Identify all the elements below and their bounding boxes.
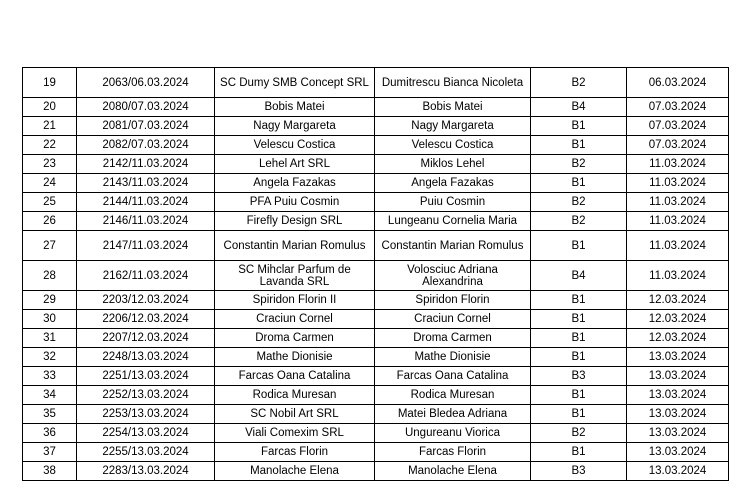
cell-applicant: Craciun Cornel [215, 310, 375, 329]
registry-table [22, 67, 729, 481]
cell-nr: 20 [23, 98, 77, 117]
cell-date: 13.03.2024 [627, 386, 729, 405]
cell-registration: 2255/13.03.2024 [77, 443, 215, 462]
cell-registration: 2162/11.03.2024 [77, 261, 215, 291]
cell-category: B2 [531, 193, 627, 212]
cell-registration: 2254/13.03.2024 [77, 424, 215, 443]
cell-nr: 32 [23, 348, 77, 367]
cell-nr: 31 [23, 329, 77, 348]
cell-representative: Miklos Lehel [375, 155, 531, 174]
cell-date: 13.03.2024 [627, 348, 729, 367]
cell-representative: Constantin Marian Romulus [375, 231, 531, 261]
cell-registration: 2147/11.03.2024 [77, 231, 215, 261]
table-row [23, 98, 729, 117]
cell-applicant: Bobis Matei [215, 98, 375, 117]
table-row [23, 68, 729, 98]
cell-representative: Craciun Cornel [375, 310, 531, 329]
table-row [23, 367, 729, 386]
cell-date: 13.03.2024 [627, 443, 729, 462]
cell-category: B1 [531, 117, 627, 136]
cell-date: 11.03.2024 [627, 212, 729, 231]
cell-category: B1 [531, 329, 627, 348]
cell-nr: 34 [23, 386, 77, 405]
table-row [23, 212, 729, 231]
cell-nr: 23 [23, 155, 77, 174]
table-row [23, 348, 729, 367]
cell-representative: Droma Carmen [375, 329, 531, 348]
cell-registration: 2203/12.03.2024 [77, 291, 215, 310]
cell-applicant: Farcas Oana Catalina [215, 367, 375, 386]
cell-nr: 22 [23, 136, 77, 155]
cell-category: B1 [531, 136, 627, 155]
cell-applicant: Velescu Costica [215, 136, 375, 155]
cell-applicant: Manolache Elena [215, 462, 375, 481]
cell-category: B1 [531, 348, 627, 367]
cell-category: B1 [531, 405, 627, 424]
cell-registration: 2142/11.03.2024 [77, 155, 215, 174]
registry-table-body [23, 68, 729, 481]
cell-representative: Ungureanu Viorica [375, 424, 531, 443]
cell-applicant: Droma Carmen [215, 329, 375, 348]
cell-date: 11.03.2024 [627, 155, 729, 174]
cell-date: 11.03.2024 [627, 261, 729, 291]
cell-nr: 30 [23, 310, 77, 329]
table-row [23, 291, 729, 310]
cell-nr: 19 [23, 68, 77, 98]
cell-date: 13.03.2024 [627, 367, 729, 386]
cell-applicant: PFA Puiu Cosmin [215, 193, 375, 212]
cell-category: B2 [531, 155, 627, 174]
cell-nr: 28 [23, 261, 77, 291]
cell-representative: Angela Fazakas [375, 174, 531, 193]
cell-representative: Bobis Matei [375, 98, 531, 117]
cell-representative: Farcas Oana Catalina [375, 367, 531, 386]
cell-applicant: Constantin Marian Romulus [215, 231, 375, 261]
cell-representative: Mathe Dionisie [375, 348, 531, 367]
table-row [23, 117, 729, 136]
cell-date: 12.03.2024 [627, 310, 729, 329]
cell-registration: 2251/13.03.2024 [77, 367, 215, 386]
cell-date: 07.03.2024 [627, 98, 729, 117]
cell-date: 13.03.2024 [627, 424, 729, 443]
cell-nr: 37 [23, 443, 77, 462]
cell-registration: 2063/06.03.2024 [77, 68, 215, 98]
cell-registration: 2146/11.03.2024 [77, 212, 215, 231]
cell-representative: Puiu Cosmin [375, 193, 531, 212]
table-row [23, 155, 729, 174]
cell-category: B1 [531, 386, 627, 405]
cell-date: 13.03.2024 [627, 405, 729, 424]
cell-date: 11.03.2024 [627, 174, 729, 193]
cell-date: 07.03.2024 [627, 136, 729, 155]
table-row [23, 386, 729, 405]
cell-registration: 2081/07.03.2024 [77, 117, 215, 136]
cell-category: B1 [531, 174, 627, 193]
cell-category: B3 [531, 462, 627, 481]
cell-date: 11.03.2024 [627, 193, 729, 212]
cell-date: 11.03.2024 [627, 231, 729, 261]
cell-registration: 2207/12.03.2024 [77, 329, 215, 348]
cell-registration: 2080/07.03.2024 [77, 98, 215, 117]
cell-nr: 24 [23, 174, 77, 193]
cell-category: B1 [531, 231, 627, 261]
cell-applicant: Spiridon Florin II [215, 291, 375, 310]
cell-applicant: Rodica Muresan [215, 386, 375, 405]
table-row [23, 136, 729, 155]
cell-nr: 27 [23, 231, 77, 261]
cell-registration: 2252/13.03.2024 [77, 386, 215, 405]
cell-category: B2 [531, 68, 627, 98]
cell-nr: 33 [23, 367, 77, 386]
table-row [23, 329, 729, 348]
cell-registration: 2206/12.03.2024 [77, 310, 215, 329]
cell-applicant: Firefly Design SRL [215, 212, 375, 231]
cell-applicant: SC Mihclar Parfum de Lavanda SRL [215, 261, 375, 291]
cell-nr: 36 [23, 424, 77, 443]
cell-date: 13.03.2024 [627, 462, 729, 481]
table-row [23, 462, 729, 481]
cell-representative: Farcas Florin [375, 443, 531, 462]
cell-applicant: SC Dumy SMB Concept SRL [215, 68, 375, 98]
cell-nr: 21 [23, 117, 77, 136]
cell-registration: 2248/13.03.2024 [77, 348, 215, 367]
table-row [23, 174, 729, 193]
cell-applicant: SC Nobil Art SRL [215, 405, 375, 424]
cell-registration: 2082/07.03.2024 [77, 136, 215, 155]
cell-representative: Volosciuc Adriana Alexandrina [375, 261, 531, 291]
cell-category: B4 [531, 261, 627, 291]
cell-representative: Matei Bledea Adriana [375, 405, 531, 424]
table-row [23, 231, 729, 261]
cell-applicant: Farcas Florin [215, 443, 375, 462]
table-row [23, 193, 729, 212]
cell-representative: Nagy Margareta [375, 117, 531, 136]
cell-nr: 38 [23, 462, 77, 481]
table-row [23, 405, 729, 424]
cell-representative: Spiridon Florin [375, 291, 531, 310]
cell-category: B3 [531, 367, 627, 386]
cell-category: B1 [531, 291, 627, 310]
cell-registration: 2144/11.03.2024 [77, 193, 215, 212]
cell-applicant: Lehel Art SRL [215, 155, 375, 174]
cell-representative: Rodica Muresan [375, 386, 531, 405]
cell-category: B1 [531, 443, 627, 462]
table-row [23, 443, 729, 462]
cell-category: B4 [531, 98, 627, 117]
table-row [23, 310, 729, 329]
cell-date: 12.03.2024 [627, 291, 729, 310]
table-row [23, 261, 729, 291]
cell-representative: Velescu Costica [375, 136, 531, 155]
cell-nr: 26 [23, 212, 77, 231]
cell-category: B2 [531, 424, 627, 443]
cell-registration: 2283/13.03.2024 [77, 462, 215, 481]
cell-applicant: Angela Fazakas [215, 174, 375, 193]
cell-date: 06.03.2024 [627, 68, 729, 98]
cell-category: B1 [531, 310, 627, 329]
cell-nr: 35 [23, 405, 77, 424]
cell-applicant: Viali Comexim SRL [215, 424, 375, 443]
cell-date: 07.03.2024 [627, 117, 729, 136]
cell-registration: 2253/13.03.2024 [77, 405, 215, 424]
cell-registration: 2143/11.03.2024 [77, 174, 215, 193]
table-row [23, 424, 729, 443]
cell-nr: 25 [23, 193, 77, 212]
cell-category: B2 [531, 212, 627, 231]
cell-applicant: Nagy Margareta [215, 117, 375, 136]
cell-representative: Dumitrescu Bianca Nicoleta [375, 68, 531, 98]
cell-representative: Manolache Elena [375, 462, 531, 481]
cell-applicant: Mathe Dionisie [215, 348, 375, 367]
cell-nr: 29 [23, 291, 77, 310]
cell-representative: Lungeanu Cornelia Maria [375, 212, 531, 231]
cell-date: 12.03.2024 [627, 329, 729, 348]
